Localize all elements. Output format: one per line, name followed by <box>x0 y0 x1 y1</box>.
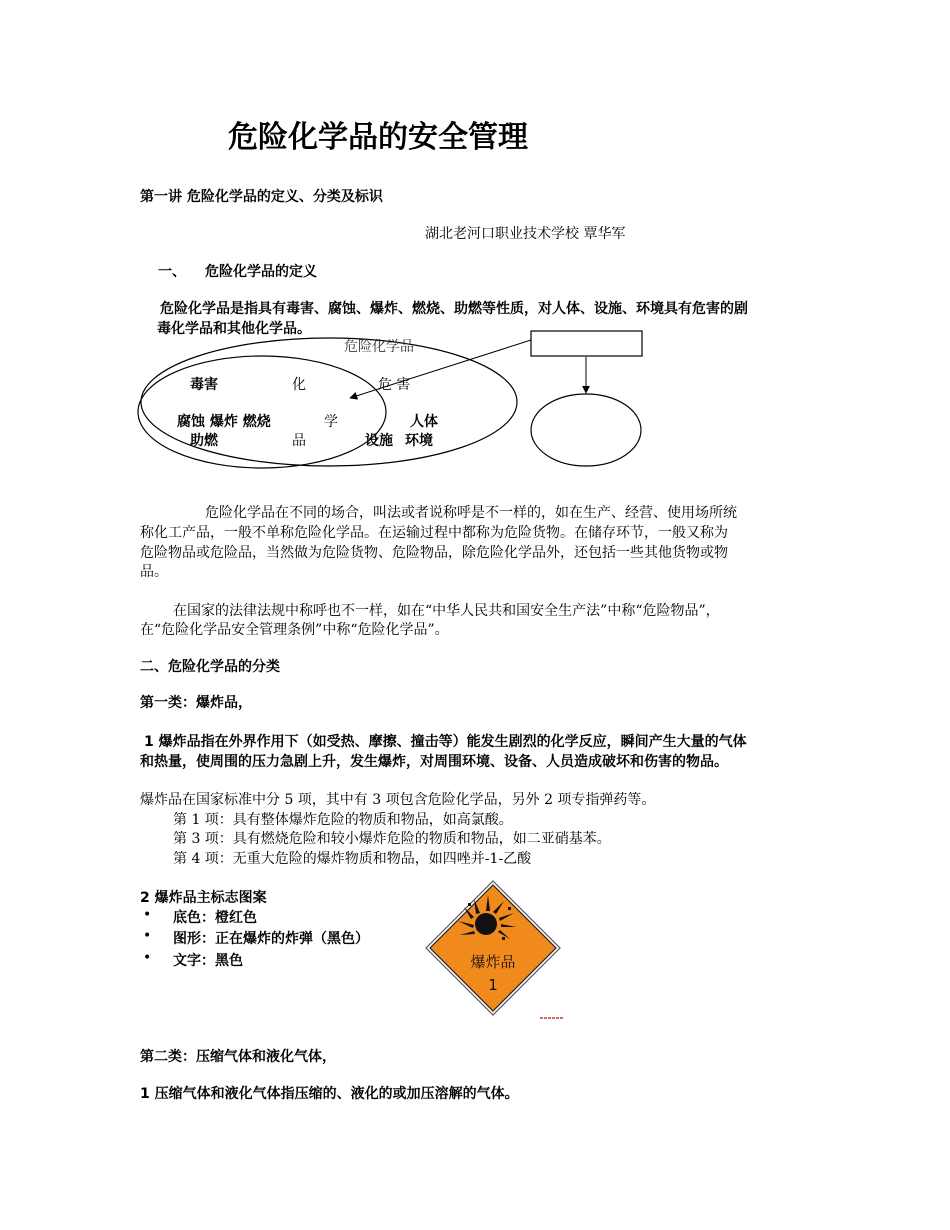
section1-heading: 危险化学品的定义 <box>205 264 317 280</box>
diagram-label-pin: 品 <box>292 433 306 449</box>
small-ellipse <box>531 394 641 466</box>
author-line: 湖北老河口职业技术学校 覃华军 <box>425 226 626 242</box>
section2-heading: 二、危险化学品的分类 <box>140 659 280 675</box>
diagram-label-xue: 学 <box>324 414 338 430</box>
class1-item-2: 第 3 项：具有燃烧危险和较小爆炸危险的物质和物品，如二亚硝基苯。 <box>173 831 611 847</box>
class1-def-line-1: 1 爆炸品指在外界作用下（如受热、摩擦、撞击等）能发生剧烈的化学反应，瞬间产生大量的气体 <box>144 734 747 750</box>
definition-diagram <box>0 0 950 500</box>
diagram-label-hua: 化 <box>292 377 306 393</box>
class1-sub-intro: 爆炸品在国家标准中分 5 项，其中有 3 项包含危险化学品，另外 2 项专指弹药等。 <box>140 792 656 808</box>
law-para-line-1: 在国家的法律法规中称呼也不一样，如在“中华人民共和国安全生产法”中称“危险物品”， <box>173 603 720 619</box>
definition-line-2: 毒化学品和其他化学品。 <box>157 321 311 337</box>
section1-number: 一、 <box>158 264 186 280</box>
law-para-line-2: 在“危险化学品安全管理条例”中称“危险化学品”。 <box>140 622 449 638</box>
diagram-label-huanjing: 环境 <box>405 433 433 449</box>
names-para-line-2: 称化工产品，一般不单称危险化学品。在运输过程中都称为危险货物。在储存环节，一般又称为 <box>140 525 728 541</box>
names-para-line-1: 危险化学品在不同的场合，叫法或者说称呼是不一样的，如在生产、经营、使用场所统 <box>205 505 737 521</box>
bullet-figure: 图形：正在爆炸的炸弹（黑色） <box>173 931 369 947</box>
class1-def-line-2: 和热量，使周围的压力急剧上升，发生爆炸，对周围环境、设备、人员造成破坏和伤害的物品。 <box>140 754 728 770</box>
sign-heading: 2 爆炸品主标志图案 <box>140 890 267 906</box>
diagram-label-renti: 人体 <box>410 414 438 430</box>
explosive-sign <box>424 879 564 1024</box>
diagram-label-fushi: 腐蚀 爆炸 燃烧 <box>177 414 271 430</box>
bullet-text: 文字：黑色 <box>173 953 243 969</box>
diagram-label-zhuran: 助燃 <box>190 433 218 449</box>
definition-line-1: 危险化学品是指具有毒害、腐蚀、爆炸、燃烧、助燃等性质，对人体、设施、环境具有危害的剧 <box>160 301 748 317</box>
class2-heading: 第二类：压缩气体和液化气体， <box>140 1049 336 1065</box>
class1-heading: 第一类：爆炸品， <box>140 695 252 711</box>
page-title: 危险化学品的安全管理 <box>228 120 528 155</box>
diagram-outer-label: 危险化学品 <box>344 339 414 355</box>
diagram-label-sheshi: 设施 <box>365 433 393 449</box>
lecture-heading: 第一讲 危险化学品的定义、分类及标识 <box>140 189 383 205</box>
empty-box <box>531 331 642 356</box>
names-para-line-4: 品。 <box>140 564 168 580</box>
class2-def: 1 压缩气体和液化气体指压缩的、液化的或加压溶解的气体。 <box>140 1086 519 1102</box>
diagram-label-duhai: 毒害 <box>190 377 218 393</box>
bullet-dot: • <box>143 928 152 944</box>
diagram-label-weihai: 危 害 <box>378 377 411 393</box>
bullet-dot: • <box>143 950 152 966</box>
class1-item-3: 第 4 项：无重大危险的爆炸物质和物品，如四唑并-1-乙酸 <box>173 851 532 867</box>
class1-item-1: 第 1 项：具有整体爆炸危险的物质和物品，如高氯酸。 <box>173 812 513 828</box>
explosive-sign-text: 爆炸品 <box>470 953 516 971</box>
explosive-sign-number: 1 <box>488 976 498 994</box>
bullet-dot: • <box>143 907 152 923</box>
bullet-background: 底色：橙红色 <box>173 910 257 926</box>
names-para-line-3: 危险物品或危险品，当然做为危险货物、危险物品，除危险化学品外，还包括一些其他货物或物 <box>140 545 728 561</box>
